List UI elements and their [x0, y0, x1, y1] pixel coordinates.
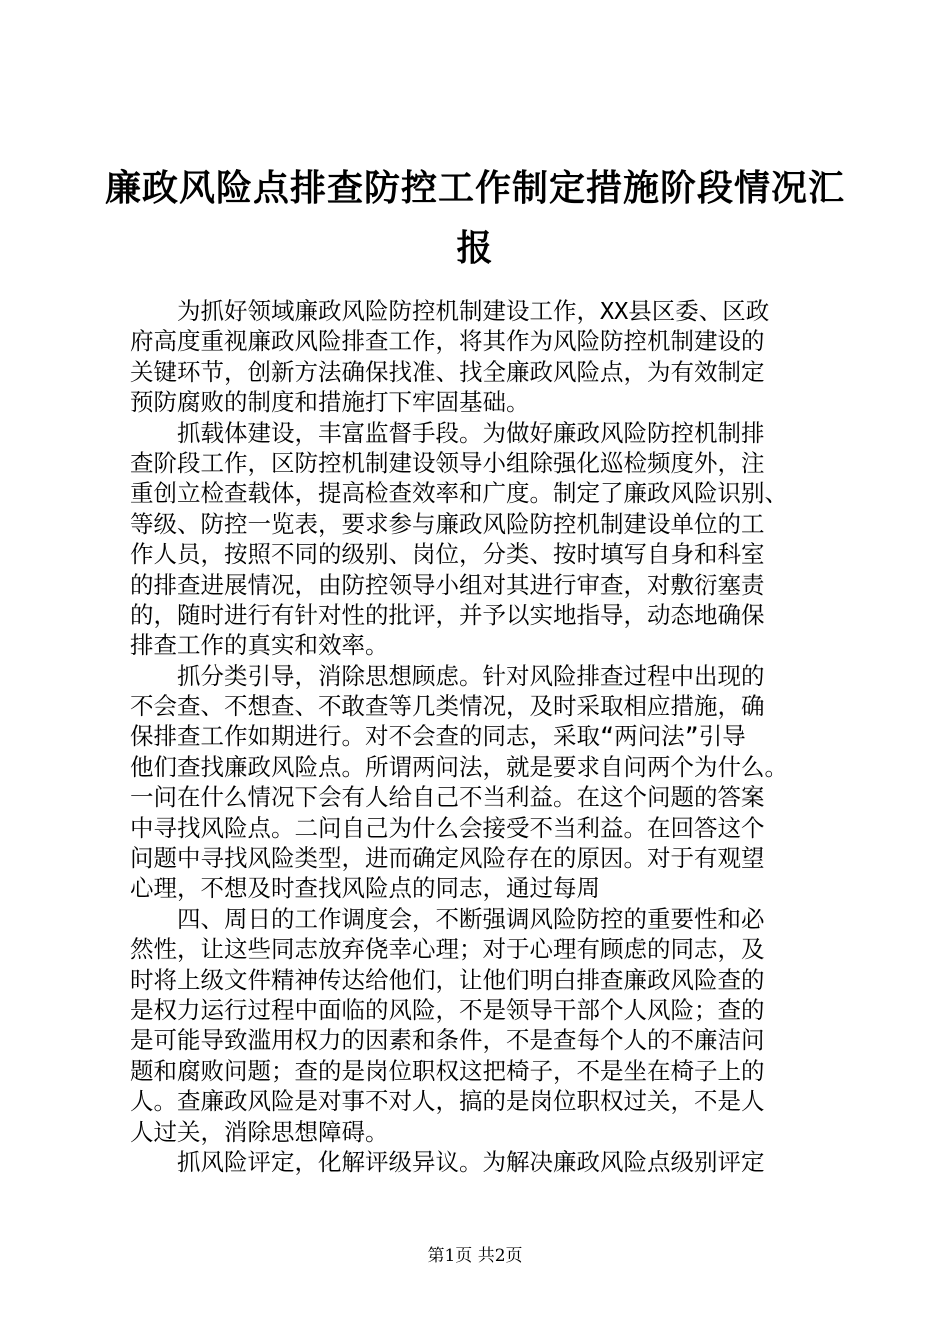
document-body	[130, 296, 842, 1177]
paragraph-line: 抓分类引导，消除思想顾虑。针对风险排查过程中出现的	[177, 661, 765, 690]
paragraph-line: 四、周日的工作调度会，不断强调风险防控的重要性和必	[177, 904, 765, 933]
paragraph-line: 抓载体建设，丰富监督手段。为做好廉政风险防控机制排	[177, 418, 765, 447]
paragraph-line: 等级、防控一览表，要求参与廉政风险防控机制建设单位的工	[130, 509, 765, 538]
paragraph-line: 是权力运行过程中面临的风险，不是领导干部个人风险；查的	[130, 995, 765, 1024]
paragraph-line: 他们查找廉政风险点。所谓两问法，就是要求自问两个为什么。	[130, 752, 788, 781]
title-line-1: 廉政风险点排查防控工作制定措施阶段情况汇	[105, 167, 846, 209]
paragraph-line: 排查工作的真实和效率。	[130, 631, 389, 660]
document-title	[105, 158, 845, 278]
paragraph-line: 时将上级文件精神传达给他们，让他们明白排查廉政风险查的	[130, 965, 765, 994]
paragraph-line: 问题中寻找风险类型，进而确定风险存在的原因。对于有观望	[130, 844, 765, 873]
paragraph-line: 的，随时进行有针对性的批评，并予以实地指导，动态地确保	[130, 600, 765, 629]
paragraph-line: 保排查工作如期进行。对不会查的同志，采取“两问法”引导	[130, 722, 746, 751]
title-line-2: 报	[456, 227, 494, 269]
paragraph-line: 然性，让这些同志放弃侥幸心理；对于心理有顾虑的同志，及	[130, 935, 765, 964]
paragraph-line: 作人员，按照不同的级别、岗位，分类、按时填写自身和科室	[130, 540, 765, 569]
paragraph-line: 的排查进展情况，由防控领导小组对其进行审查，对敷衍塞责	[130, 570, 765, 599]
paragraph-line: 是可能导致滥用权力的因素和条件，不是查每个人的不廉洁问	[130, 1026, 765, 1055]
paragraph-line: 人。查廉政风险是对事不对人，搞的是岗位职权过关，不是人	[130, 1087, 765, 1116]
paragraph-line: 不会查、不想查、不敢查等几类情况，及时采取相应措施，确	[130, 692, 765, 721]
paragraph-line: 心理，不想及时查找风险点的同志，通过每周	[130, 874, 600, 903]
paragraph-line: 一问在什么情况下会有人给自己不当利益。在这个问题的答案	[130, 783, 765, 812]
paragraph-line: 为抓好领域廉政风险防控机制建设工作，XX县区委、区政	[177, 297, 770, 325]
paragraph-line: 题和腐败问题；查的是岗位职权这把椅子，不是坐在椅子上的	[130, 1056, 765, 1085]
paragraph-line: 抓风险评定，化解评级异议。为解决廉政风险点级别评定	[177, 1147, 765, 1176]
paragraph-line: 关键环节，创新方法确保找准、找全廉政风险点，为有效制定	[130, 357, 765, 386]
paragraph-line: 中寻找风险点。二问自己为什么会接受不当利益。在回答这个	[130, 813, 765, 842]
paragraph-line: 重创立检查载体，提高检查效率和广度。制定了廉政风险识别、	[130, 479, 788, 508]
paragraph-line: 查阶段工作，区防控机制建设领导小组除强化巡检频度外，注	[130, 448, 765, 477]
page-footer: 第1页 共2页	[427, 1246, 523, 1266]
paragraph-line: 人过关，消除思想障碍。	[130, 1117, 389, 1146]
paragraph-line: 预防腐败的制度和措施打下牢固基础。	[130, 388, 530, 417]
paragraph-line: 府高度重视廉政风险排查工作，将其作为风险防控机制建设的	[130, 327, 765, 356]
